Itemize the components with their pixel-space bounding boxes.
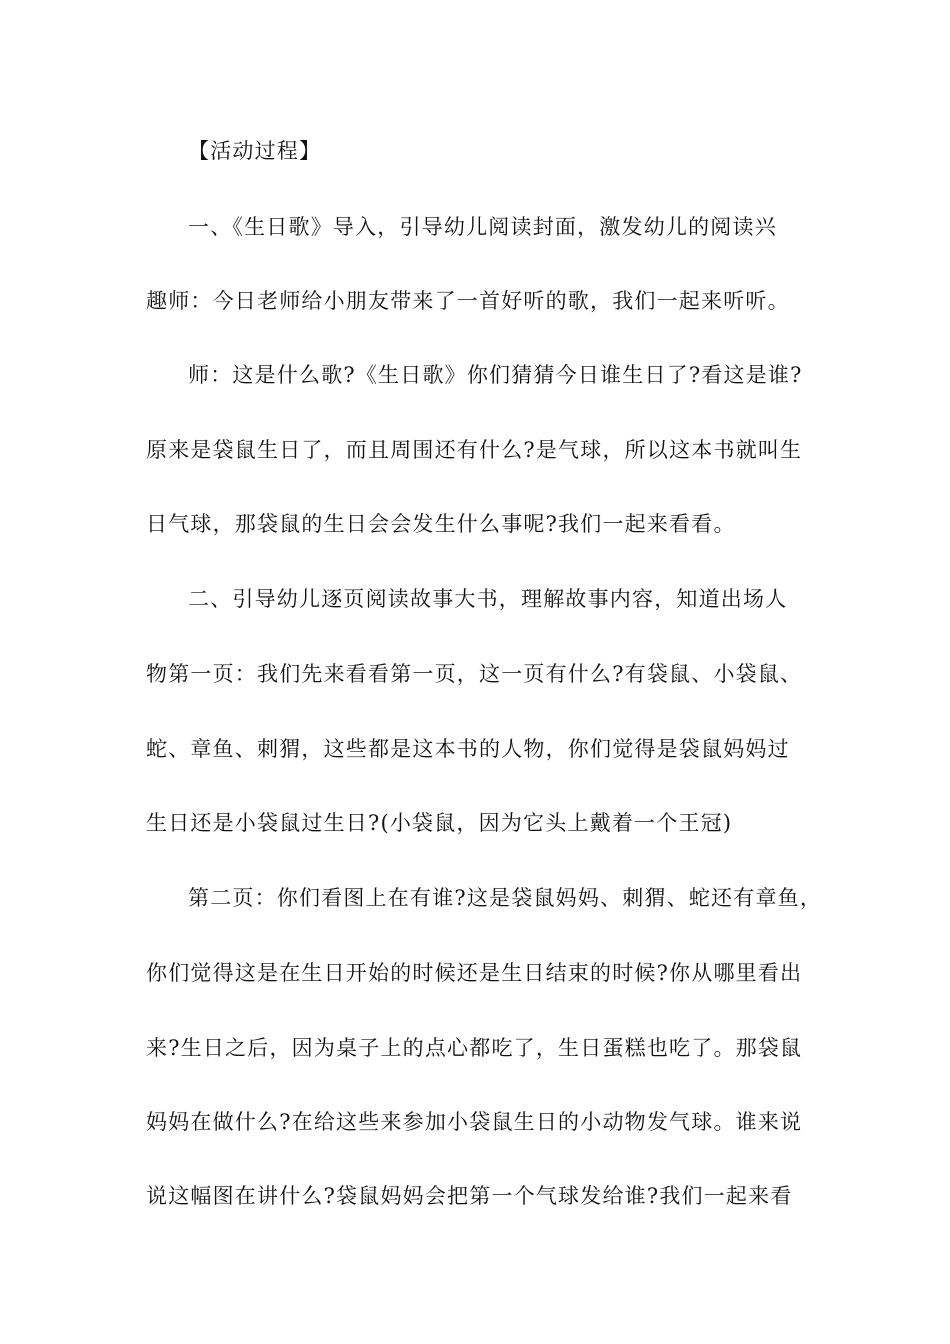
paragraph-line: 一、《生日歌》导入，引导幼儿阅读封面，激发幼儿的阅读兴 <box>188 215 777 239</box>
paragraph-line: 生日还是小袋鼠过生日?(小袋鼠，因为它头上戴着一个王冠) <box>146 811 733 835</box>
paragraph-line: 二、引导幼儿逐页阅读故事大书，理解故事内容，知道出场人 <box>188 587 788 611</box>
section-heading: 【活动过程】 <box>188 139 322 163</box>
paragraph-line: 来?生日之后，因为桌子上的点心都吃了，生日蛋糕也吃了。那袋鼠 <box>146 1036 803 1060</box>
paragraph-line: 蛇、章鱼、刺猬，这些都是这本书的人物，你们觉得是袋鼠妈妈过 <box>146 737 790 761</box>
paragraph-line: 妈妈在做什么?在给这些来参加小袋鼠生日的小动物发气球。谁来说 <box>146 1110 803 1134</box>
paragraph-line: 说这幅图在讲什么?袋鼠妈妈会把第一个气球发给谁?我们一起来看 <box>146 1184 793 1208</box>
paragraph-line: 师：这是什么歌?《生日歌》你们猜猜今日谁生日了?看这是谁? <box>188 363 803 387</box>
paragraph-line: 你们觉得这是在生日开始的时候还是生日结束的时候?你从哪里看出 <box>146 961 803 985</box>
paragraph-line: 趣师：今日老师给小朋友带来了一首好听的歌，我们一起来听听。 <box>146 289 790 313</box>
paragraph-line: 物第一页：我们先来看看第一页，这一页有什么?有袋鼠、小袋鼠、 <box>146 662 803 686</box>
paragraph-line: 第二页：你们看图上在有谁?这是袋鼠妈妈、刺猬、蛇还有章鱼， <box>188 886 823 910</box>
paragraph-line: 原来是袋鼠生日了，而且周围还有什么?是气球，所以这本书就叫生 <box>146 438 803 462</box>
paragraph-line: 日气球，那袋鼠的生日会会发生什么事呢?我们一起来看看。 <box>146 512 736 536</box>
